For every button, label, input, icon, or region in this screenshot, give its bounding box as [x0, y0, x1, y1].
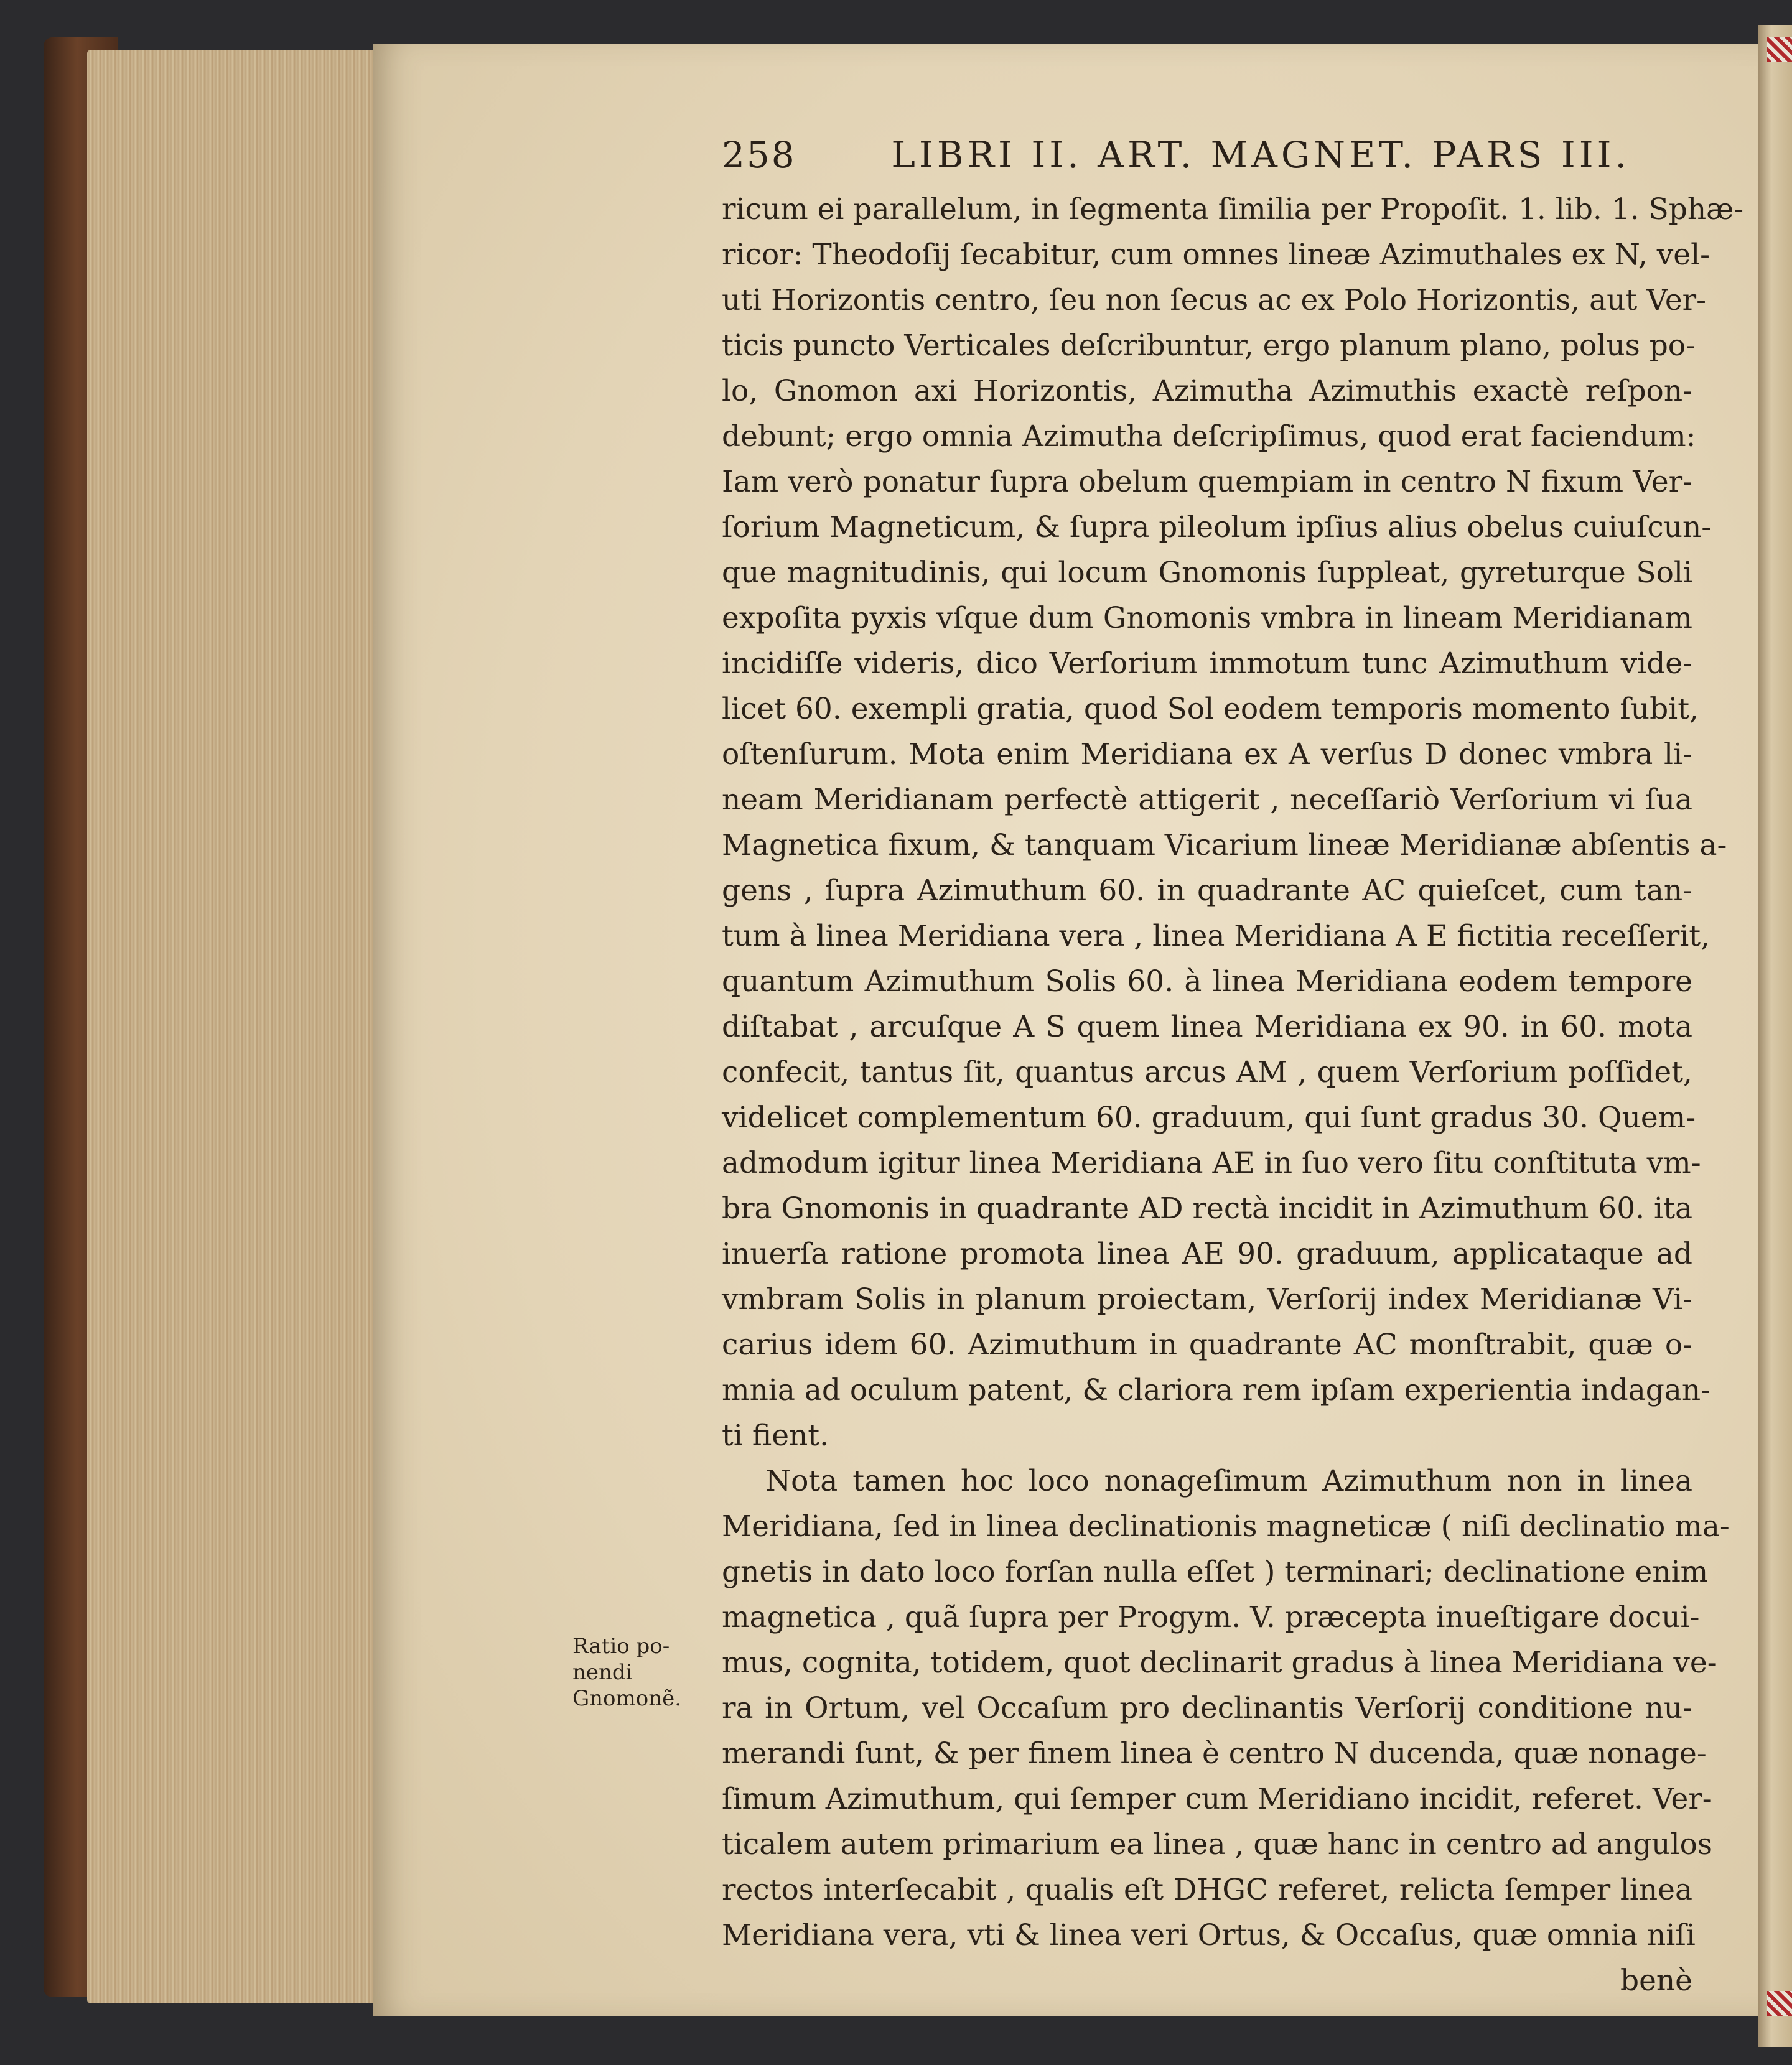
text-line: gens , ſupra Azimuthum 60. in quadrante AC quieſcet, cum tan- [722, 874, 1692, 908]
paragraph-start-line: Nota tamen hoc loco nonageſimum Azimuthum non in linea [765, 1464, 1692, 1498]
text-line: ra in Ortum, vel Occaſum pro declinantis Verſorij conditione nu- [722, 1691, 1692, 1725]
text-line: merandi ſunt, & per finem linea è centro N ducenda, quæ nonage- [722, 1736, 1707, 1771]
text-line: incidiſſe videris, dico Verſorium immotum tunc Azimuthum vide- [722, 646, 1692, 681]
text-line: magnetica , quã ſupra per Progym. V. præcepta inueſtigare docui- [722, 1600, 1700, 1634]
running-header [722, 134, 1630, 176]
text-line: ti fient. [722, 1419, 829, 1453]
text-line: confecit, tantus ſit, quantus arcus AM , quem Verſorium poſſidet, [722, 1055, 1692, 1089]
text-line: mnia ad oculum patent, & clariora rem ipſam experientia indagan- [722, 1373, 1710, 1407]
running-title: LIBRI II. ART. MAGNET. PARS III. [891, 134, 1630, 176]
text-line: debunt; ergo omnia Azimutha deſcripſimus, quod erat faciendum: [722, 419, 1696, 454]
text-line: admodum igitur linea Meridiana AE in ſuo vero ſitu conſtituta vm- [722, 1146, 1701, 1180]
text-line: que magnitudinis, qui locum Gnomonis ſuppleat, gyreturque Soli [722, 556, 1692, 590]
text-line: ticis puncto Verticales deſcribuntur, ergo planum plano, polus po- [722, 329, 1696, 363]
text-line: expoſita pyxis vſque dum Gnomonis vmbra in lineam Meridianam [722, 601, 1692, 635]
catchword: benè [1620, 1964, 1692, 1998]
text-line: Meridiana, ſed in linea declinationis magneticæ ( niſi declinatio ma- [722, 1509, 1730, 1544]
text-line: diſtabat , arcuſque A S quem linea Meridiana ex 90. in 60. mota [722, 1010, 1692, 1044]
text-line: ricum ei parallelum, in ſegmenta ſimilia per Propoſit. 1. lib. 1. Sphæ- [722, 192, 1744, 226]
text-line: bra Gnomonis in quadrante AD rectà incidit in Azimuthum 60. ita [722, 1191, 1692, 1226]
margin-note-line: Ratio po- [572, 1634, 670, 1659]
text-line: Magnetica fixum, & tanquam Vicarium lineæ Meridianæ abſentis a- [722, 828, 1727, 862]
text-line: videlicet complementum 60. graduum, qui ſunt gradus 30. Quem- [722, 1101, 1696, 1135]
page-block-edge [87, 50, 380, 2003]
text-line: licet 60. exempli gratia, quod Sol eodem temporis momento ſubit, [722, 692, 1699, 726]
body-text [722, 187, 1744, 2003]
text-line: ſimum Azimuthum, qui ſemper cum Meridiano incidit, referet. Ver- [722, 1782, 1712, 1816]
text-line: neam Meridianam perfectè attigerit , neceſſariò Verſorium vi ſua [722, 783, 1692, 817]
margin-note-line: Gnomonẽ. [572, 1686, 682, 1711]
text-line: Iam verò ponatur ſupra obelum quempiam in centro N fixum Ver- [722, 465, 1692, 499]
text-line: quantum Azimuthum Solis 60. à linea Meridiana eodem tempore [722, 964, 1692, 999]
text-line: carius idem 60. Azimuthum in quadrante AC monſtrabit, quæ o- [722, 1328, 1692, 1362]
margin-note-line: nendi [572, 1660, 633, 1685]
text-line: oſtenſurum. Mota enim Meridiana ex A verſus D donec vmbra li- [722, 737, 1692, 771]
text-line: gnetis in dato loco forſan nulla eſſet ) terminari; declinatione enim [722, 1555, 1709, 1589]
text-line: ticalem autem primarium ea linea , quæ hanc in centro ad angulos [722, 1827, 1713, 1862]
text-line: tum à linea Meridiana vera , linea Meridiana A E fictitia receſſerit, [722, 919, 1710, 953]
text-line: lo, Gnomon axi Horizontis, Azimutha Azimuthis exactè reſpon- [722, 374, 1692, 408]
facing-page-edge [1758, 25, 1792, 2047]
text-line: ſorium Magneticum, & ſupra pileolum ipſius alius obelus cuiuſcun- [722, 510, 1712, 544]
text-line: Meridiana vera, vti & linea veri Ortus, & Occaſus, quæ omnia niſi [722, 1918, 1696, 1952]
page-number: 258 [722, 134, 796, 176]
text-line: uti Horizontis centro, ſeu non ſecus ac ex Polo Horizontis, aut Ver- [722, 283, 1706, 317]
margin-note [572, 1633, 709, 1712]
text-line: inuerſa ratione promota linea AE 90. graduum, applicataque ad [722, 1237, 1692, 1271]
ribbon-marker-bottom [1767, 1991, 1792, 2016]
text-line: mus, cognita, totidem, quot declinarit gradus à linea Meridiana ve- [722, 1646, 1717, 1680]
text-line: vmbram Solis in planum proiectam, Verſorij index Meridianæ Vi- [722, 1282, 1692, 1317]
text-line: rectos interſecabit , qualis eſt DHGC referet, relicta ſemper linea [722, 1873, 1692, 1907]
text-line: ricor: Theodoſij ſecabitur, cum omnes lineæ Azimuthales ex N, vel- [722, 238, 1710, 272]
ribbon-marker-top [1767, 37, 1792, 62]
